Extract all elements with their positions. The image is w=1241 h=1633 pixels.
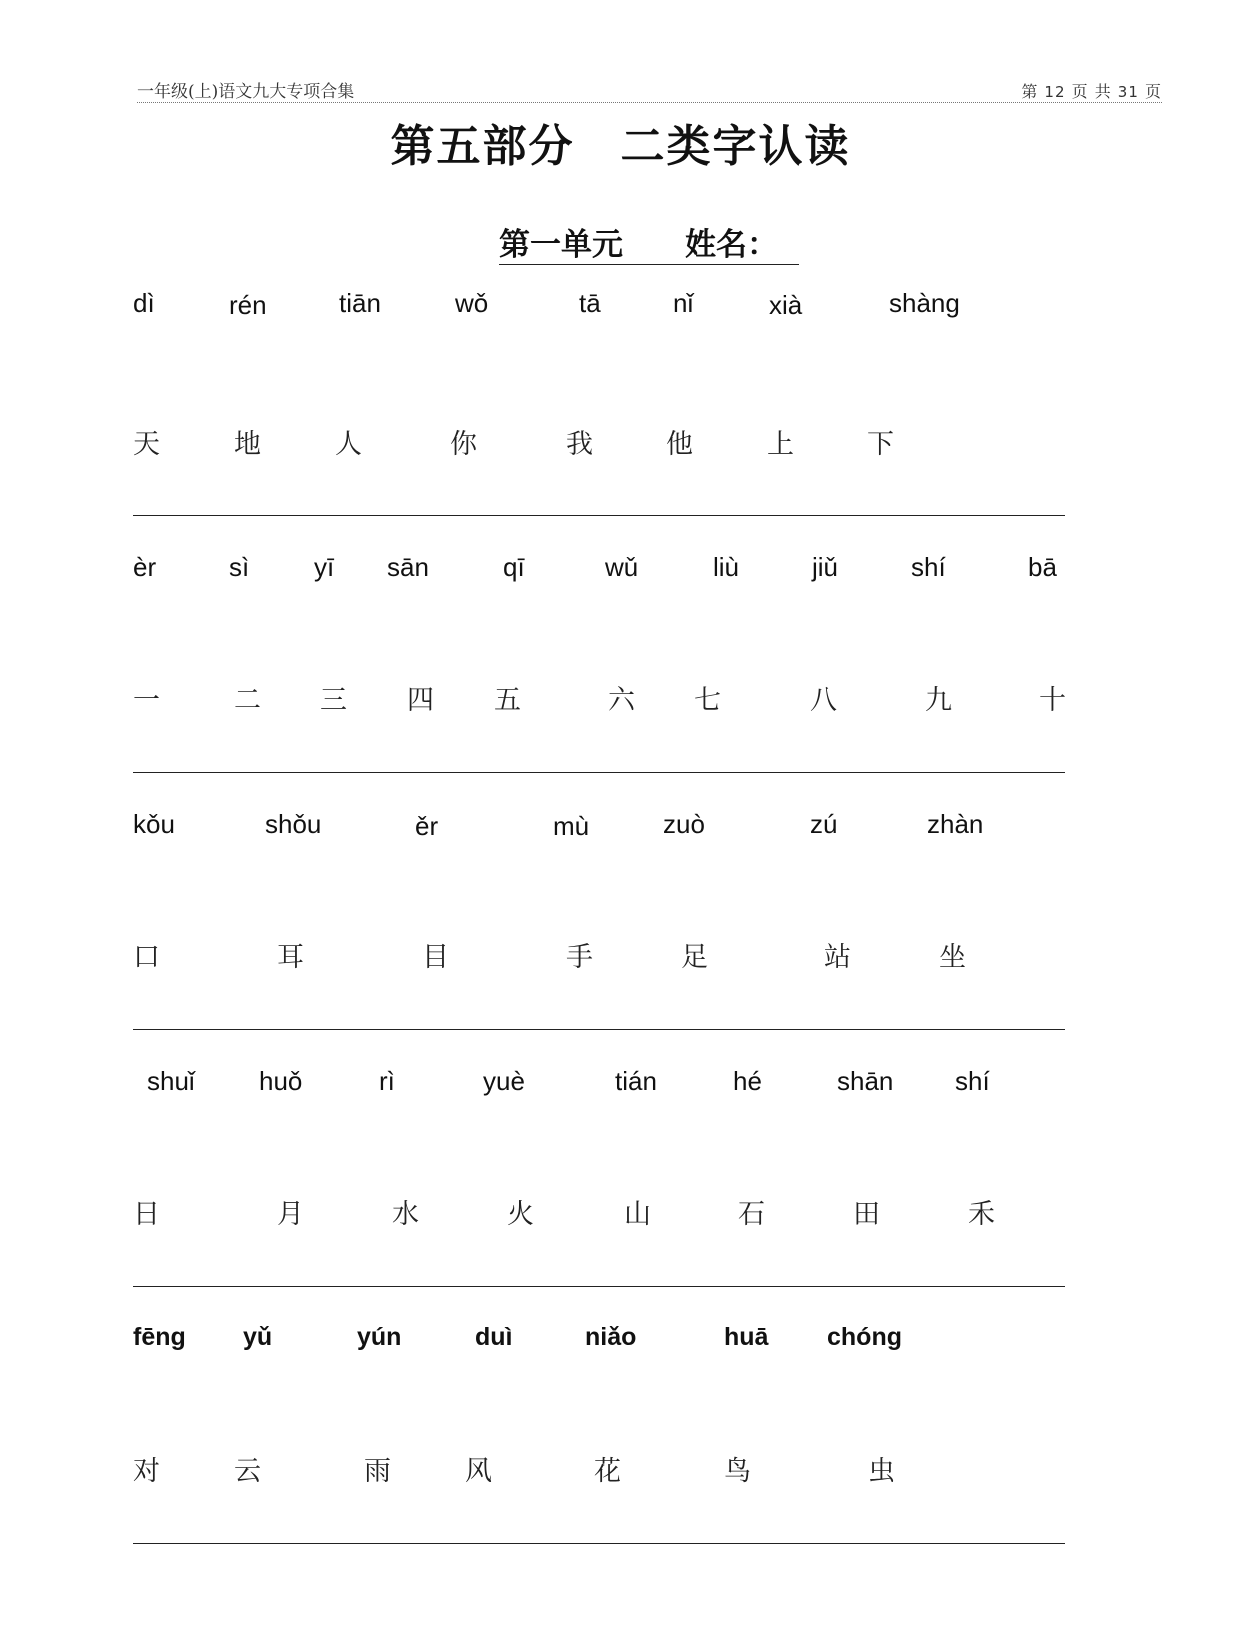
hanzi: 人 [335,429,362,460]
pinyin: qī [503,552,525,582]
pinyin: xià [769,290,803,320]
hanzi: 虫 [868,1456,895,1487]
pinyin: niǎo [585,1323,637,1351]
hanzi: 目 [422,942,449,973]
pinyin: shǒu [265,809,322,839]
pinyin: dì [133,288,155,318]
hanzi: 二 [234,685,261,716]
hanzi: 月 [277,1199,304,1230]
pinyin: huā [724,1323,769,1351]
hanzi: 三 [320,685,347,716]
pinyin: fēng [133,1323,186,1351]
pinyin: tiān [339,288,381,318]
pinyin: sì [229,552,250,582]
hanzi: 坐 [939,942,966,973]
hanzi: 一 [133,685,160,716]
hanzi: 耳 [277,942,304,973]
hanzi: 田 [853,1199,880,1230]
pinyin: ěr [415,811,439,841]
pinyin: wǒ [455,288,489,318]
pinyin: rì [379,1066,395,1096]
hanzi: 足 [681,942,708,973]
pinyin: wǔ [605,552,639,582]
unit-title-name-line: 第一单元 姓名： [499,226,799,265]
pinyin: nǐ [673,288,694,318]
hanzi: 四 [407,685,434,716]
pinyin: sān [387,552,429,582]
pinyin: shuǐ [147,1066,195,1096]
page-title: 第五部分 二类字认读 [390,121,851,172]
hanzi: 雨 [364,1456,391,1487]
section-divider [133,515,1065,516]
hanzi: 下 [867,429,894,460]
pinyin: shān [837,1066,894,1096]
hanzi: 七 [694,685,721,716]
pinyin: liù [713,552,740,582]
header-divider [137,102,1162,103]
pinyin: shí [911,552,946,582]
hanzi: 禾 [968,1199,995,1230]
section-divider [133,1286,1065,1287]
page-prefix: 第 [1021,82,1039,101]
hanzi: 站 [824,942,851,973]
section-divider [133,1543,1065,1544]
header-document-title: 一年级(上)语文九大专项合集 [137,82,355,102]
hanzi: 十 [1039,685,1066,716]
hanzi: 风 [465,1456,492,1487]
hanzi: 石 [738,1199,765,1230]
hanzi: 口 [133,942,160,973]
page-mid: 页 共 [1071,82,1112,101]
pinyin: bā [1028,552,1057,582]
hanzi: 花 [594,1456,621,1487]
pinyin: tā [579,288,601,318]
pinyin: shàng [889,288,960,318]
pinyin: jiǔ [812,552,839,582]
hanzi: 地 [234,429,261,460]
hanzi: 九 [925,685,952,716]
pinyin: chóng [827,1323,902,1351]
hanzi: 八 [810,685,837,716]
hanzi: 六 [608,685,635,716]
hanzi: 对 [133,1456,160,1487]
hanzi: 上 [767,429,794,460]
pinyin: tián [615,1066,657,1096]
page-total: 31 [1117,83,1139,101]
hanzi: 鸟 [724,1456,751,1487]
pinyin: yún [357,1323,402,1351]
hanzi: 手 [566,942,593,973]
pinyin: rén [229,290,267,320]
hanzi: 我 [566,429,593,460]
section-divider [133,772,1065,773]
pinyin: hé [733,1066,762,1096]
pinyin: zuò [663,809,705,839]
hanzi: 山 [624,1199,651,1230]
pinyin: mù [553,811,590,841]
pinyin: yǔ [243,1323,273,1351]
pinyin: huǒ [259,1066,303,1096]
page-suffix: 页 [1144,82,1162,101]
section-divider [133,1029,1065,1030]
hanzi: 天 [133,429,160,460]
pinyin: yuè [483,1066,525,1096]
pinyin: zú [810,809,838,839]
hanzi: 日 [133,1199,160,1230]
header-page-info [1021,79,1162,102]
hanzi: 水 [392,1199,419,1230]
hanzi: 云 [234,1456,261,1487]
pinyin: shí [955,1066,990,1096]
pinyin: duì [475,1323,513,1351]
pinyin: zhàn [927,809,984,839]
page-current: 12 [1044,83,1066,101]
pinyin: èr [133,552,157,582]
hanzi: 你 [450,429,477,460]
hanzi: 五 [494,685,521,716]
hanzi: 他 [666,429,693,460]
hanzi: 火 [507,1199,534,1230]
pinyin: kǒu [133,809,175,839]
pinyin: yī [314,552,335,582]
